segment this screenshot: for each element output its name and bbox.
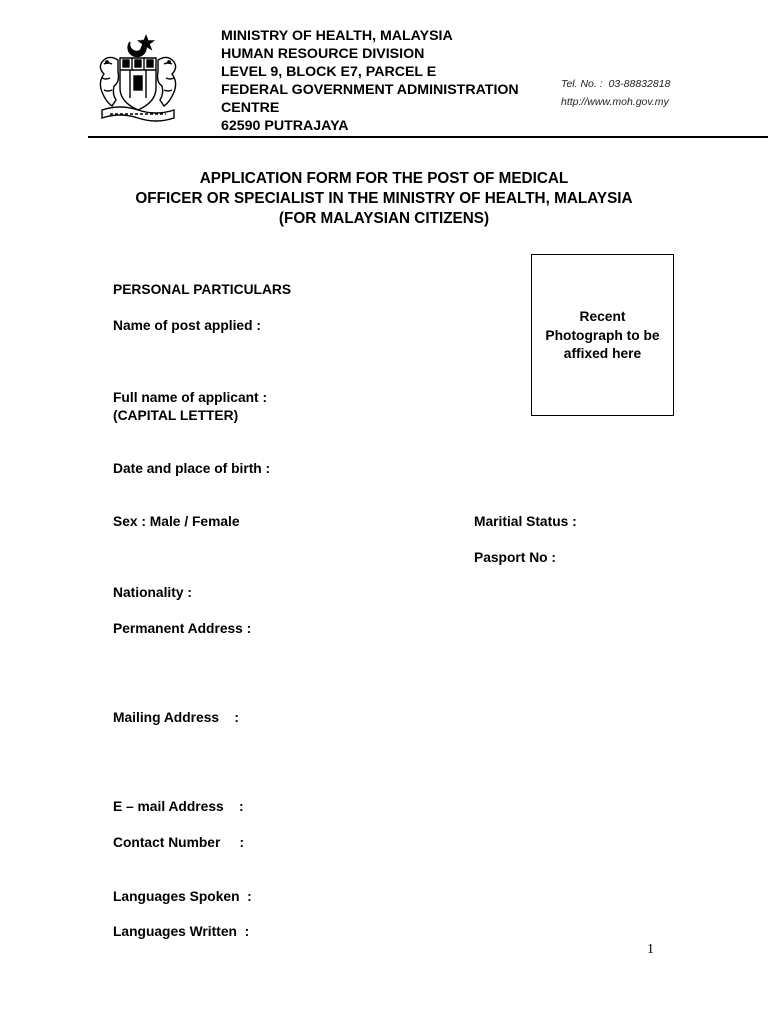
org-line: LEVEL 9, BLOCK E7, PARCEL E — [221, 64, 437, 80]
label-contact-number: Contact Number : — [113, 835, 245, 850]
tel-label: Tel. No. : — [561, 78, 603, 90]
malaysia-coat-of-arms-icon — [90, 32, 186, 124]
label-email-address: E – mail Address : — [113, 799, 244, 814]
photo-text-line: Recent — [579, 309, 626, 324]
label-date-place-birth: Date and place of birth : — [113, 461, 271, 476]
label-languages-spoken: Languages Spoken : — [113, 889, 252, 904]
header-divider — [88, 136, 768, 138]
label-capital-letter: (CAPITAL LETTER) — [113, 408, 239, 423]
photo-text-line: Photograph to be — [545, 327, 660, 343]
label-passport-no: Pasport No : — [474, 550, 557, 565]
title-line: (FOR MALAYSIAN CITIZENS) — [278, 210, 490, 227]
org-line: 62590 PUTRAJAYA — [221, 118, 349, 134]
org-line: MINISTRY OF HEALTH, MALAYSIA — [221, 28, 453, 44]
org-line: FEDERAL GOVERNMENT ADMINISTRATION — [221, 82, 519, 98]
title-line: APPLICATION FORM FOR THE POST OF MEDICAL — [199, 170, 569, 187]
label-languages-written: Languages Written : — [113, 924, 250, 939]
label-marital-status: Maritial Status : — [474, 514, 577, 529]
section-heading-personal-particulars: PERSONAL PARTICULARS — [113, 282, 292, 297]
org-line: HUMAN RESOURCE DIVISION — [221, 46, 425, 62]
label-mailing-address: Mailing Address : — [113, 710, 239, 725]
contact-info — [561, 75, 670, 111]
label-permanent-address: Permanent Address : — [113, 621, 252, 636]
ministry-address-block — [221, 27, 519, 135]
photo-placeholder-box — [531, 254, 674, 416]
tel-value: 03-88832818 — [608, 78, 671, 90]
label-nationality: Nationality : — [113, 585, 192, 600]
title-line: OFFICER OR SPECIALIST IN THE MINISTRY OF HEALTH, MALAYSIA — [135, 190, 633, 207]
label-full-name: Full name of applicant : — [113, 390, 268, 405]
photo-instructions — [532, 308, 673, 364]
telephone-line — [561, 75, 670, 93]
website-link[interactable]: http://www.moh.gov.my — [561, 96, 669, 108]
org-line: CENTRE — [221, 100, 280, 116]
page-number: 1 — [647, 942, 654, 957]
photo-text-line: affixed here — [563, 346, 642, 361]
label-sex: Sex : Male / Female — [113, 514, 240, 529]
form-title — [0, 169, 768, 229]
label-name-of-post: Name of post applied : — [113, 318, 261, 333]
